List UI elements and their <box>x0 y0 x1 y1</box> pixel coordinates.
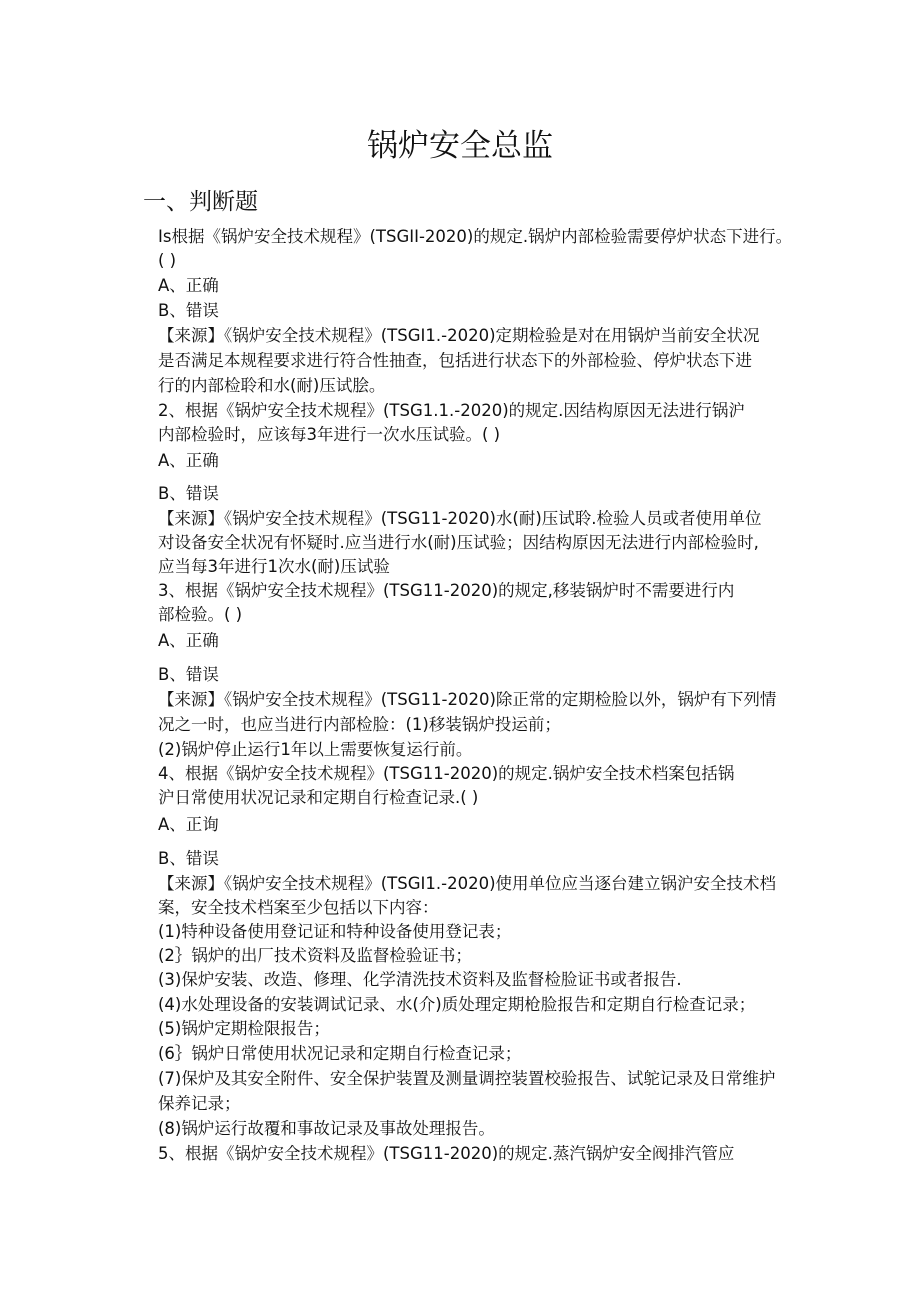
question-2-stem: 内部检验时，应该每3年进行一次水压试验。( ) <box>158 425 501 444</box>
archive-item: (1)特种设备使用登记证和特种设备使用登记表； <box>158 922 512 941</box>
question-4-option-b: B、错误 <box>158 849 219 868</box>
archive-item: (2｝锅炉的出厂技术资料及监督检验证书； <box>158 946 472 965</box>
question-3-option-b: B、错误 <box>158 665 219 684</box>
question-4-source-line: 案，安全技术档案至少包括以下内容： <box>158 898 439 917</box>
question-1-source-line: 行的内部检聆和水(耐)压试脍。 <box>158 376 386 395</box>
question-1-option-a: A、正确 <box>158 276 219 295</box>
archive-item: 保养记录； <box>158 1094 241 1113</box>
question-2-source-line: 对设备安全状况有怀疑时.应当进行水(耐)压试验；因结构原因无法进行内部检验时, <box>158 533 759 552</box>
question-3-source-line: (2)锅炉停止运行1年以上需要恢复运行前。 <box>158 740 473 759</box>
question-3-option-a: A、正确 <box>158 631 219 650</box>
archive-item: (7)保炉及其安全附件、安全保护装置及测量调控装置校验报告、试鸵记录及日常维护 <box>158 1069 776 1088</box>
question-2-source-line: 【来源】《锅炉安全技术规程》(TSG11-2020)水(耐)压试聆.检验人员或者使用单位 <box>158 509 762 528</box>
archive-item: (8)锅炉运行故覆和事故记录及事故处理报告。 <box>158 1119 495 1138</box>
question-4-stem: 沪日常使用状况记录和定期自行检查记录.( ) <box>158 788 479 807</box>
question-2-source-line: 应当每3年进行1次水(耐)压试验 <box>158 557 390 576</box>
question-5-stem: 5、根据《锅炉安全技术规程》(TSG11-2020)的规定.蒸汽锅炉安全阀排汽管应 <box>158 1144 735 1163</box>
question-1-source-line: 是否满足本规程要求进行符合性抽查，包括进行状态下的外部检验、停炉状态下进 <box>158 351 752 370</box>
section-heading: 一、判断题 <box>143 189 258 215</box>
question-3-source-line: 况之一时，也应当进行内部检脸：(1)移装锅炉投运前； <box>158 715 561 734</box>
archive-item: (4)水处理设备的安装调试记录、水(介)质处理定期枪脸报告和定期自行检查记录； <box>158 995 756 1014</box>
archive-item: (3)保炉安装、改造、修理、化学清洗技术资料及监督检脸证书或者报告. <box>158 970 682 989</box>
question-2-stem: 2、根据《锅炉安全技术规程》(TSG1.1.-2020)的规定.因结构原因无法进行锅沪 <box>158 401 745 420</box>
archive-item: (5)锅炉定期检限报告； <box>158 1019 330 1038</box>
question-2-option-a: A、正确 <box>158 451 219 470</box>
page-title: 锅炉安全总监 <box>367 128 553 164</box>
question-1-stem: Is根据《锅炉安全技术规程》(TSGII-2020)的规定.锅炉内部检验需要停炉状态下进行。 <box>158 227 793 246</box>
question-1-blank: ( ) <box>158 251 177 270</box>
question-1-source-line: 【来源】《锅炉安全技术规程》(TSGI1.-2020)定期检验是对在用锅炉当前安全状况 <box>158 326 760 345</box>
archive-item: (6｝锅炉日常使用状况记录和定期自行检查记录； <box>158 1044 522 1063</box>
question-4-stem: 4、根据《锅炉安全技术规程》(TSG11-2020)的规定.锅炉安全技术档案包括锅 <box>158 764 735 783</box>
question-4-option-a: A、正询 <box>158 815 219 834</box>
question-3-stem: 部检验。( ) <box>158 605 243 624</box>
question-2-option-b: B、错误 <box>158 484 219 503</box>
question-3-stem: 3、根据《锅炉安全技术规程》(TSG11-2020)的规定,移装锅炉时不需要进行内 <box>158 581 735 600</box>
question-1-option-b: B、错误 <box>158 301 219 320</box>
question-3-source-line: 【来源】《锅炉安全技术规程》(TSG11-2020)除正常的定期检脸以外，锅炉有下列情 <box>158 690 777 709</box>
question-4-source-line: 【来源】《锅炉安全技术规程》(TSGI1.-2020)使用单位应当逐台建立锅沪安全技术档 <box>158 874 777 893</box>
